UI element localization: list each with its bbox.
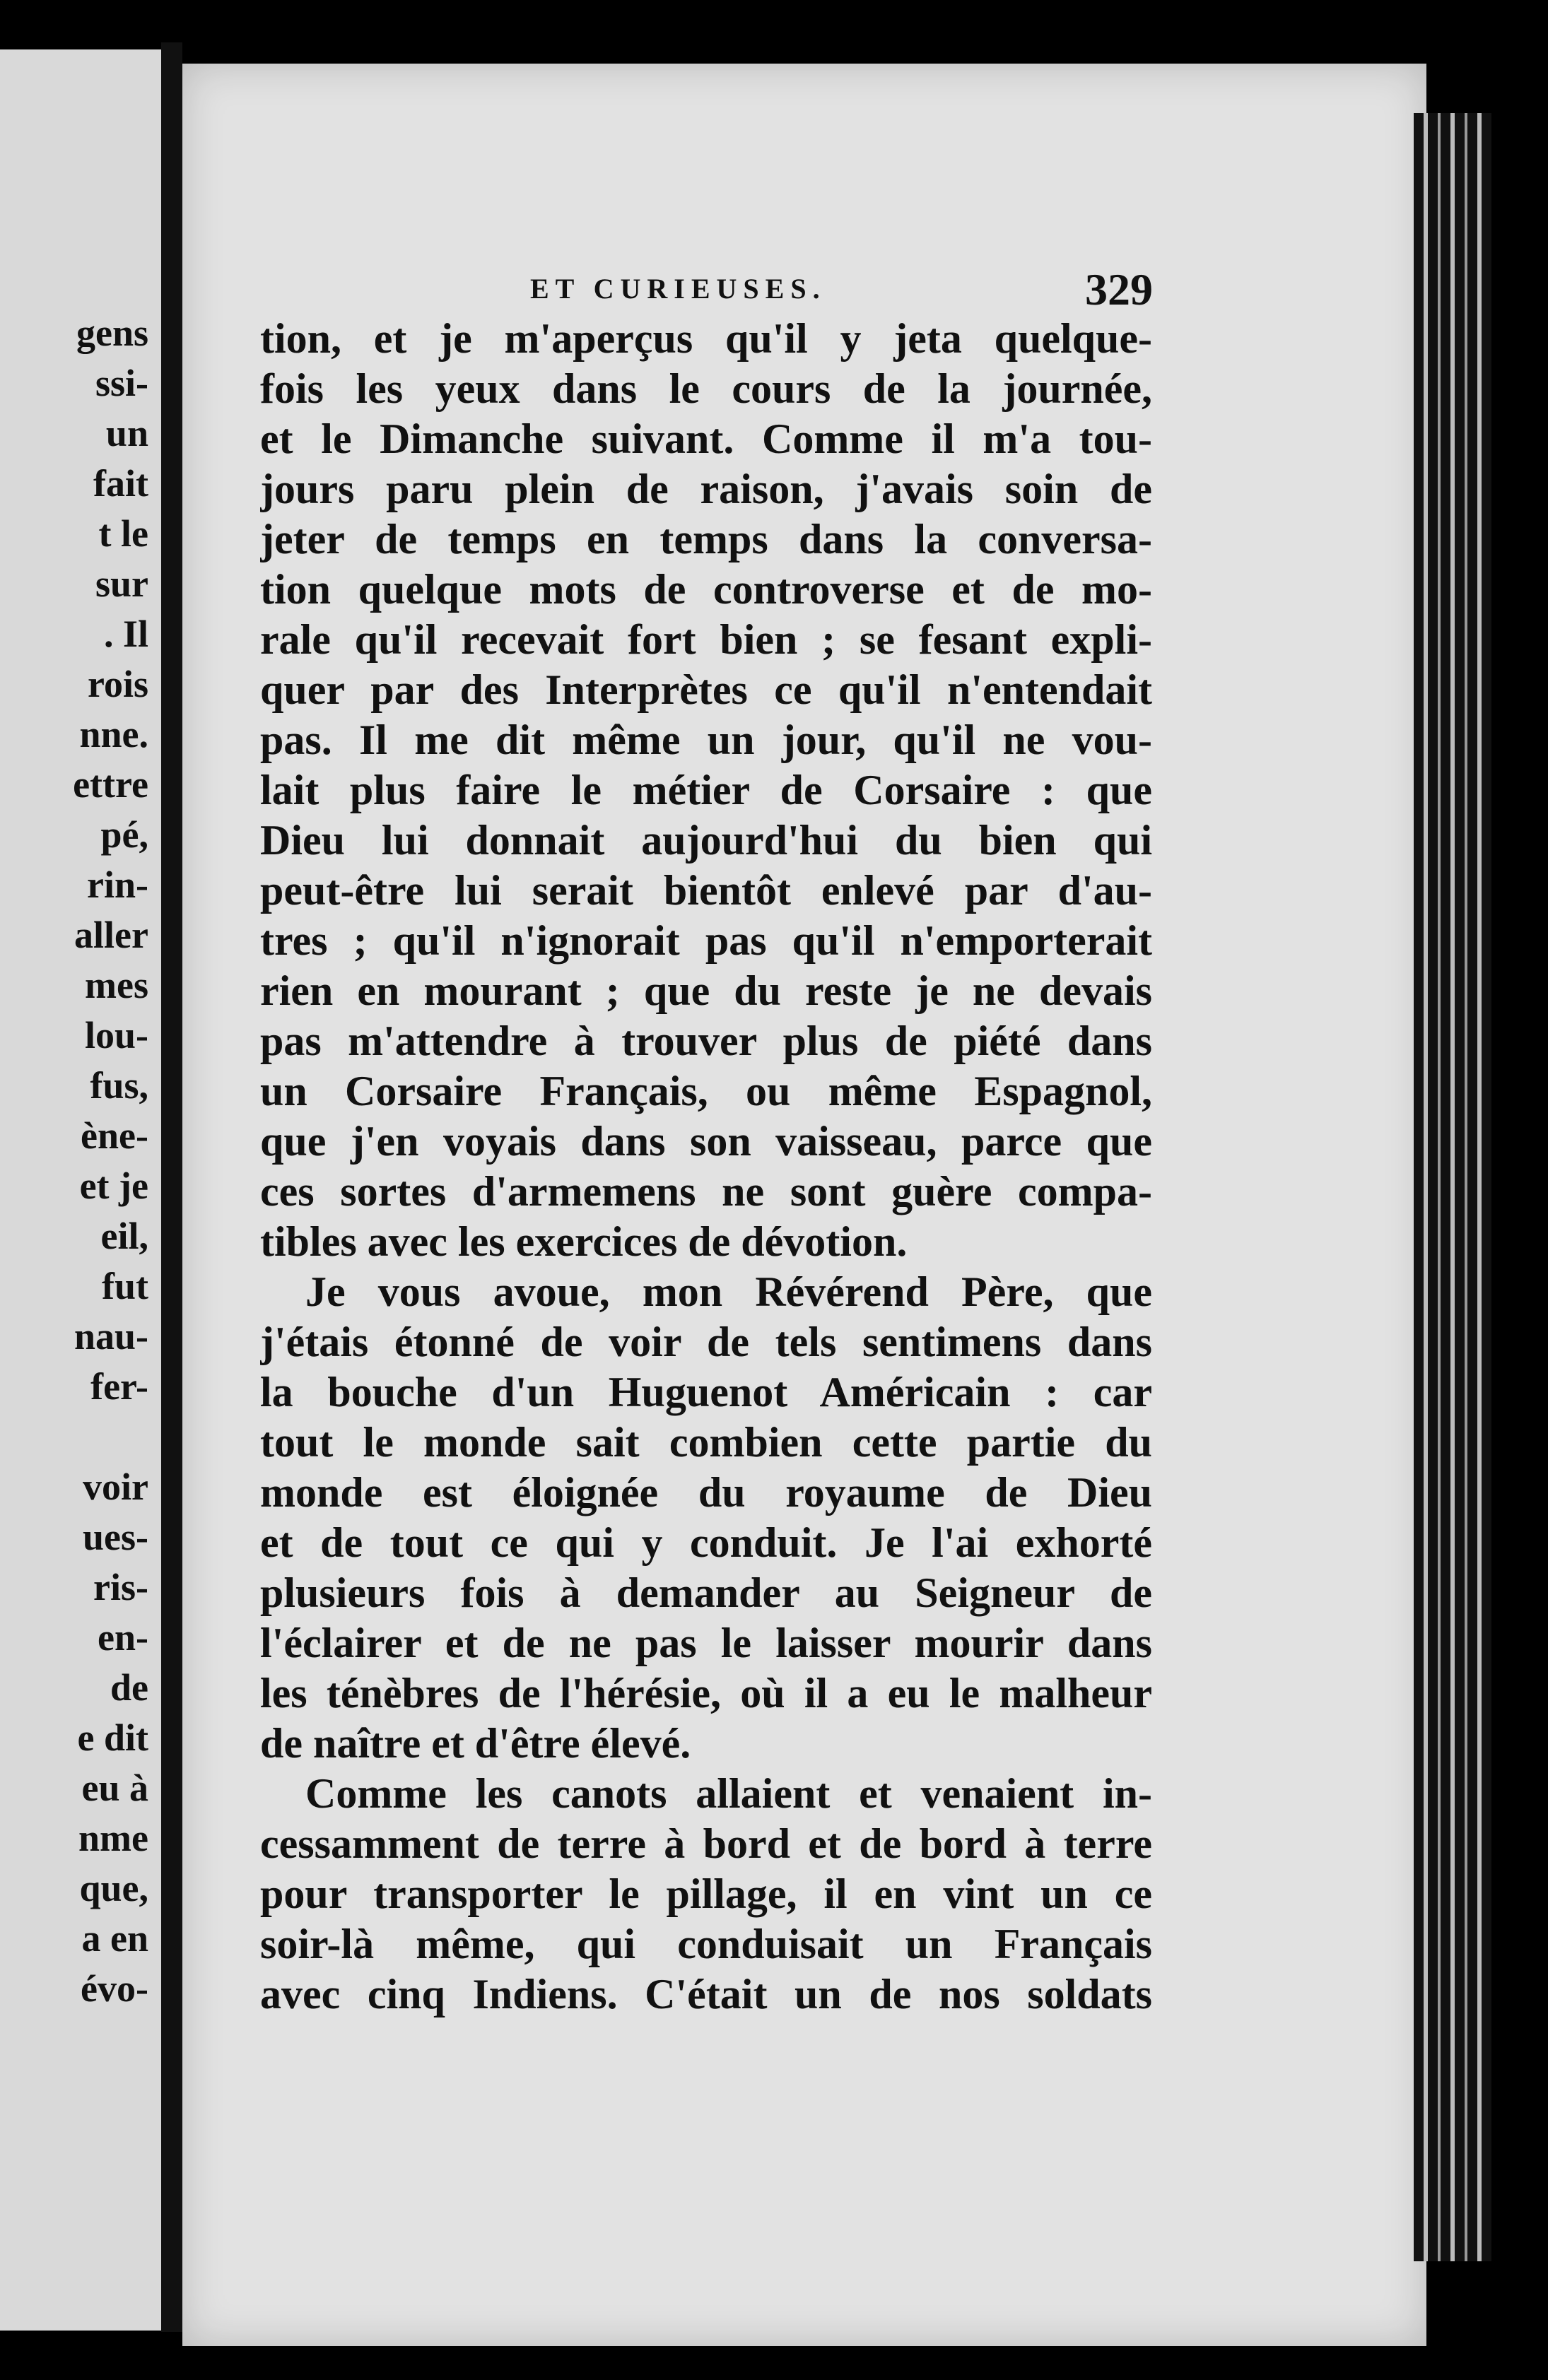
text-line: les ténèbres de l'hérésie, où il a eu le malheur <box>260 1670 1152 1716</box>
left-page-fragment: gens <box>76 312 148 354</box>
left-page-fragment: . Il <box>103 613 148 655</box>
left-page-fragment: en- <box>98 1616 148 1659</box>
text-line: cessamment de terre à bord et de bord à terre <box>260 1820 1152 1867</box>
book-gutter <box>161 42 182 2332</box>
page-number: 329 <box>1085 264 1153 314</box>
text-line: monde est éloignée du royaume de Dieu <box>260 1469 1152 1516</box>
left-page-fragment: eu à <box>81 1767 148 1809</box>
left-page-fragment: sur <box>95 562 148 605</box>
left-page-fragment: ssi- <box>95 362 148 404</box>
left-page-fragment: mes <box>85 964 148 1006</box>
text-line: et le Dimanche suivant. Comme il m'a tou- <box>260 416 1152 462</box>
left-page-fragment: fer- <box>90 1365 148 1408</box>
text-line: rale qu'il recevait fort bien ; se fesant expli- <box>260 616 1152 663</box>
left-page-fragment: fut <box>102 1265 148 1307</box>
text-line: un Corsaire Français, ou même Espagnol, <box>260 1068 1152 1114</box>
text-line: pas. Il me dit même un jour, qu'il ne vou- <box>260 717 1152 763</box>
left-page-fragment: voir <box>83 1466 148 1508</box>
text-line: Je vous avoue, mon Révérend Père, que <box>305 1268 1152 1315</box>
left-page-fragment: que, <box>79 1867 148 1909</box>
left-page-fragment: et je <box>79 1165 148 1207</box>
text-line: Comme les canots allaient et venaient in- <box>305 1770 1152 1817</box>
left-page-fragment: nne. <box>79 713 148 755</box>
text-line: tibles avec les exercices de dévotion. <box>260 1218 908 1265</box>
left-page-fragment: fait <box>93 462 148 505</box>
left-page-fragment: eil, <box>100 1215 148 1257</box>
left-page-fragment: de <box>110 1666 148 1709</box>
text-line: tion, et je m'aperçus qu'il y jeta quelque- <box>260 315 1152 362</box>
text-line: la bouche d'un Huguenot Américain : car <box>260 1369 1152 1415</box>
left-page-fragment: ris- <box>93 1566 148 1608</box>
left-page-fragment: fus, <box>90 1064 148 1107</box>
text-line: et de tout ce qui y conduit. Je l'ai exhorté <box>260 1519 1152 1566</box>
text-line: que j'en voyais dans son vaisseau, parce que <box>260 1118 1152 1165</box>
left-page-fragment: un <box>105 412 148 454</box>
text-line: jeter de temps en temps dans la conversa- <box>260 516 1152 562</box>
text-line: de naître et d'être élevé. <box>260 1720 691 1767</box>
text-line: fois les yeux dans le cours de la journée, <box>260 365 1152 412</box>
text-line: pas m'attendre à trouver plus de piété dans <box>260 1018 1152 1064</box>
left-page-fragment: nme <box>78 1817 148 1859</box>
text-line: avec cinq Indiens. C'était un de nos soldats <box>260 1971 1152 2017</box>
left-page-fragment: ène- <box>81 1114 148 1157</box>
text-line: ces sortes d'armemens ne sont guère compa- <box>260 1168 1152 1215</box>
text-line: tout le monde sait combien cette partie du <box>260 1419 1152 1466</box>
text-line: j'étais étonné de voir de tels sentimens dans <box>260 1319 1152 1365</box>
text-line: rien en mourant ; que du reste je ne devais <box>260 967 1152 1014</box>
text-line: soir-là même, qui conduisait un Français <box>260 1921 1152 1967</box>
text-line: tres ; qu'il n'ignorait pas qu'il n'emporterait <box>260 917 1152 964</box>
text-line: tion quelque mots de controverse et de mo- <box>260 566 1152 613</box>
running-title: ET CURIEUSES. <box>530 273 826 305</box>
left-page-fragment: ettre <box>73 763 148 806</box>
page-stack-edges <box>1414 113 1491 2261</box>
left-page-fragment: t le <box>98 512 148 555</box>
previous-page-strip <box>0 49 161 2331</box>
text-line: quer par des Interprètes ce qu'il n'entendait <box>260 666 1152 713</box>
left-page-fragment: ues- <box>83 1516 148 1558</box>
left-page-fragment: rois <box>87 663 148 705</box>
left-page-fragment: nau- <box>74 1315 148 1357</box>
text-line: Dieu lui donnait aujourd'hui du bien qui <box>260 817 1152 864</box>
left-page-fragment: lou- <box>84 1014 148 1056</box>
left-page-fragment: a en <box>81 1917 148 1960</box>
text-line: jours paru plein de raison, j'avais soin de <box>260 466 1152 512</box>
left-page-fragment: pé, <box>100 813 148 856</box>
text-line: pour transporter le pillage, il en vint un ce <box>260 1871 1152 1917</box>
body-text <box>260 314 1152 2020</box>
text-line: peut-être lui serait bientôt enlevé par d'au- <box>260 867 1152 914</box>
text-line: lait plus faire le métier de Corsaire : que <box>260 767 1152 813</box>
text-line: plusieurs fois à demander au Seigneur de <box>260 1569 1152 1616</box>
left-page-fragment: e dit <box>77 1716 148 1759</box>
text-line: l'éclairer et de ne pas le laisser mourir dans <box>260 1620 1152 1666</box>
left-page-fragment: évo- <box>81 1967 148 2010</box>
left-page-fragment: aller <box>74 914 148 956</box>
left-page-fragment: rin- <box>87 864 148 906</box>
